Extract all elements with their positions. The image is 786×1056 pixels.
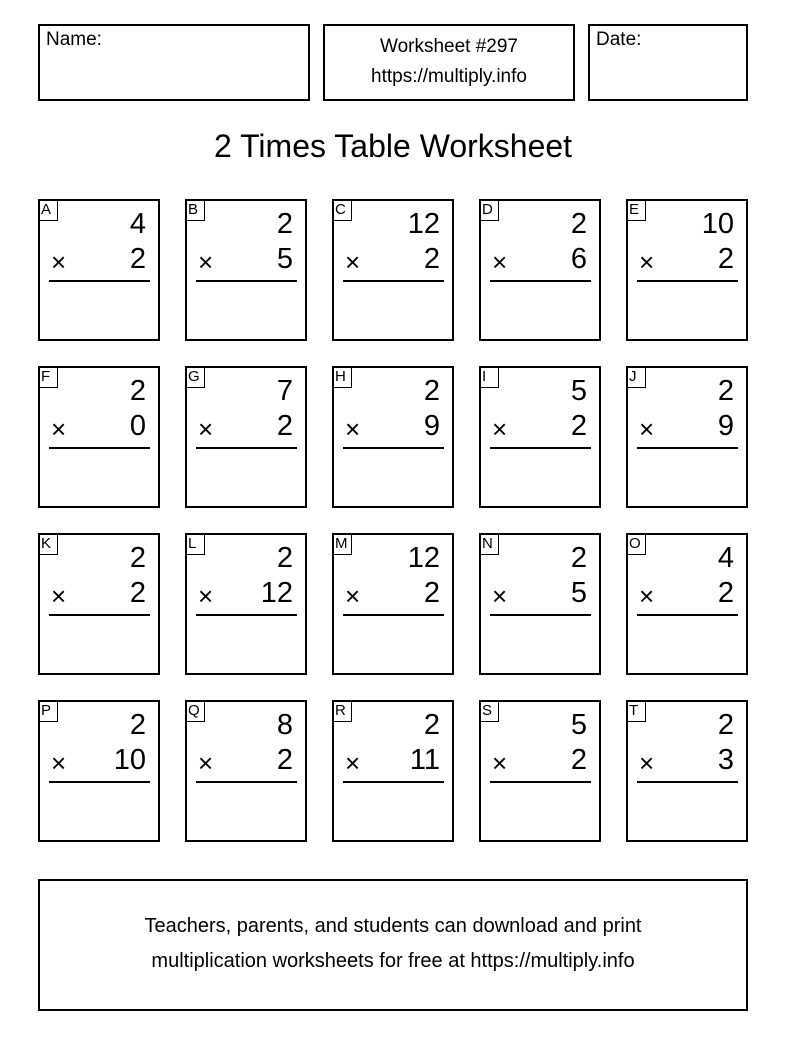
answer-line [49,781,150,783]
multiplicand: 4 [717,542,734,574]
problem-card[interactable] [38,700,160,842]
multiplier: 2 [717,577,734,609]
multiplicand: 2 [570,208,587,240]
answer-line [490,447,591,449]
multiplier: 3 [717,744,734,776]
times-sign: × [639,247,655,277]
problem-card[interactable] [38,533,160,675]
multiplicand: 2 [276,208,293,240]
times-sign: × [198,748,214,778]
times-sign: × [51,581,67,611]
page-title: 2 Times Table Worksheet [213,128,573,164]
multiplier: 2 [276,410,293,442]
multiplier: 2 [276,744,293,776]
problem-card[interactable] [626,533,748,675]
multiplicand: 10 [701,208,734,240]
answer-line [343,614,444,616]
multiplicand: 2 [717,375,734,407]
multiplier: 5 [570,577,587,609]
problem-letter: D [479,199,499,221]
problem-letter: G [185,366,205,388]
multiplicand: 2 [129,542,146,574]
problem-letter: N [479,533,499,555]
multiplier: 9 [423,410,440,442]
times-sign: × [492,581,508,611]
multiplicand: 2 [423,709,440,741]
answer-line [196,447,297,449]
times-sign: × [198,581,214,611]
name-label: Name: [46,29,102,50]
problem-letter: P [38,700,58,722]
multiplier: 5 [276,243,293,275]
name-box[interactable] [38,24,310,101]
answer-line [343,280,444,282]
multiplier: 6 [570,243,587,275]
problem-card[interactable] [332,533,454,675]
problem-letter: H [332,366,352,388]
multiplicand: 2 [423,375,440,407]
problem-card[interactable] [332,366,454,508]
answer-line [637,781,738,783]
multiplicand: 12 [407,208,440,240]
problem-card[interactable] [626,700,748,842]
times-sign: × [198,414,214,444]
answer-line [490,781,591,783]
problem-card[interactable] [185,700,307,842]
multiplicand: 5 [570,709,587,741]
problem-card[interactable] [185,199,307,341]
problem-letter: Q [185,700,205,722]
multiplier: 2 [570,410,587,442]
times-sign: × [345,414,361,444]
date-label: Date: [596,29,642,50]
footer-line-2: multiplication worksheets for free at https://multiply.info [151,950,635,972]
answer-line [343,447,444,449]
multiplicand: 2 [276,542,293,574]
multiplicand: 7 [276,375,293,407]
answer-line [637,614,738,616]
times-sign: × [639,748,655,778]
footer-line-1: Teachers, parents, and students can download and print [144,915,642,937]
times-sign: × [492,247,508,277]
times-sign: × [345,581,361,611]
times-sign: × [198,247,214,277]
problem-card[interactable] [479,700,601,842]
multiplier: 2 [423,577,440,609]
times-sign: × [639,581,655,611]
answer-line [196,614,297,616]
times-sign: × [345,247,361,277]
multiplicand: 5 [570,375,587,407]
multiplier: 2 [129,577,146,609]
answer-line [49,280,150,282]
multiplicand: 4 [129,208,146,240]
problem-letter: B [185,199,205,221]
problem-card[interactable] [185,366,307,508]
problem-card[interactable] [626,199,748,341]
footer-box [38,879,748,1011]
answer-line [490,280,591,282]
problem-card[interactable] [332,700,454,842]
problem-card[interactable] [332,199,454,341]
problem-card[interactable] [479,533,601,675]
problem-letter: L [185,533,205,555]
times-sign: × [492,414,508,444]
problem-letter: A [38,199,58,221]
multiplier: 11 [409,744,440,776]
answer-line [490,614,591,616]
multiplier: 0 [129,410,146,442]
multiplier: 10 [113,744,146,776]
times-sign: × [639,414,655,444]
worksheet-number: Worksheet #297 [379,36,518,57]
problem-letter: K [38,533,58,555]
multiplier: 9 [717,410,734,442]
multiplicand: 8 [276,709,293,741]
problem-letter: T [626,700,646,722]
multiplier: 2 [717,243,734,275]
multiplier: 2 [129,243,146,275]
problem-letter: R [332,700,352,722]
date-box[interactable] [588,24,748,101]
worksheet-info-box [323,24,575,101]
problem-card[interactable] [479,199,601,341]
multiplier: 2 [423,243,440,275]
answer-line [343,781,444,783]
multiplicand: 2 [129,375,146,407]
worksheet-url: https://multiply.info [371,66,527,87]
problem-letter: S [479,700,499,722]
answer-line [49,447,150,449]
problem-card[interactable] [38,366,160,508]
problem-card[interactable] [479,366,601,508]
answer-line [196,280,297,282]
answer-line [49,614,150,616]
times-sign: × [51,247,67,277]
multiplicand: 2 [717,709,734,741]
problem-card[interactable] [185,533,307,675]
multiplier: 12 [260,577,293,609]
multiplicand: 2 [570,542,587,574]
multiplier: 2 [570,744,587,776]
multiplicand: 12 [407,542,440,574]
problem-letter: E [626,199,646,221]
problem-letter: O [626,533,646,555]
problem-letter: I [479,366,499,388]
problem-letter: F [38,366,58,388]
times-sign: × [51,748,67,778]
answer-line [637,280,738,282]
multiplicand: 2 [129,709,146,741]
answer-line [196,781,297,783]
problem-letter: J [626,366,646,388]
problem-letter: C [332,199,352,221]
times-sign: × [345,748,361,778]
times-sign: × [51,414,67,444]
problem-letter: M [332,533,352,555]
problem-card[interactable] [38,199,160,341]
times-sign: × [492,748,508,778]
problem-card[interactable] [626,366,748,508]
answer-line [637,447,738,449]
